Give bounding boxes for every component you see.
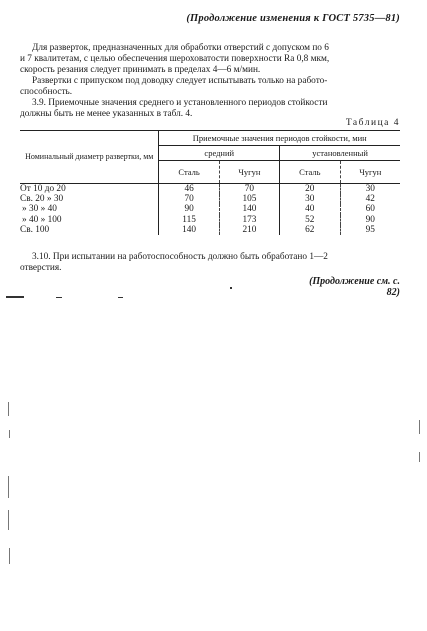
text-line: Развертки с припуском под доводку следует испытывать только на работо- [32,76,328,86]
subheader-average: средний [159,146,280,161]
scan-mark [8,510,9,530]
cell: 42 [340,194,400,204]
table-row [20,215,400,225]
cell: 70 [219,184,279,195]
cell: 105 [219,194,279,204]
text-line: Для разверток, предназначенных для обработки отверстий с допуском по 6 [32,43,329,53]
col-steel-established: Сталь [280,161,340,184]
page-header: (Продолжение изменения к ГОСТ 5735—81) [186,13,400,24]
scan-mark [230,287,232,289]
cell: 60 [340,204,400,214]
cell: 46 [159,184,219,195]
text-line: способность. [20,87,73,97]
table-row [20,204,400,214]
cell: 210 [219,225,279,235]
col-steel-average: Сталь [159,161,219,184]
row-label: От 10 до 20 [20,184,66,194]
paragraph-finishing-allowance [20,76,398,98]
row-label: » 30 » 40 [22,204,57,215]
cell: 70 [159,194,219,204]
cell: 20 [280,184,340,195]
text-line: 3.10. При испытании на работоспособность должно быть обработано 1—2 [32,252,328,262]
cell: 140 [159,225,219,235]
col-iron-average: Чугун [219,161,279,184]
scan-mark [56,297,62,298]
scan-mark [419,420,420,434]
column-header-diameter: Номинальный диаметр развертки, мм [20,131,159,184]
cell: 62 [280,225,340,235]
cell: 52 [280,215,340,225]
col-iron-established: Чугун [340,161,400,184]
cell: 30 [340,184,400,195]
paragraph-3-10 [20,252,398,274]
cell: 30 [280,194,340,204]
cell: 90 [159,204,219,214]
scan-mark [9,548,10,564]
text-line: отверстия. [20,263,62,273]
table-4 [20,130,400,235]
table-row [20,184,400,195]
text-line: и 7 квалитетам, с целью обеспечения шероховатости поверхности Ra 0,8 мкм, [20,54,330,64]
column-group-header: Приемочные значения периодов стойкости, мин [159,131,400,146]
text-line: должны быть не менее указанных в табл. 4. [20,109,193,119]
scan-mark [419,452,420,462]
row-label: Св. 100 [20,224,50,235]
cell: 95 [340,225,400,235]
cell: 173 [219,215,279,225]
row-label: » 40 » 100 [22,214,62,225]
scan-mark [6,296,24,298]
row-label: Св. 20 » 30 [20,194,64,205]
cell: 40 [280,204,340,214]
scan-mark [9,430,10,438]
text-line: скорость резания следует принимать в пределах 4—6 м/мин. [20,65,261,75]
scan-mark [8,476,9,498]
cell: 115 [159,215,219,225]
table-row [20,225,400,235]
continuation-note: (Продолжение см. с. 82) [309,276,400,298]
text-line: 3.9. Приемочные значения среднего и установленного периодов стойкости [32,98,328,108]
paragraph-3-9 [20,98,398,120]
paragraph-reamers-tolerance [20,43,398,76]
table-caption: Таблица 4 [345,118,400,128]
table-row [20,194,400,204]
scan-mark [118,297,123,298]
cell: 90 [340,215,400,225]
scan-mark [8,402,9,416]
subheader-established: установленный [280,146,400,161]
cell: 140 [219,204,279,214]
